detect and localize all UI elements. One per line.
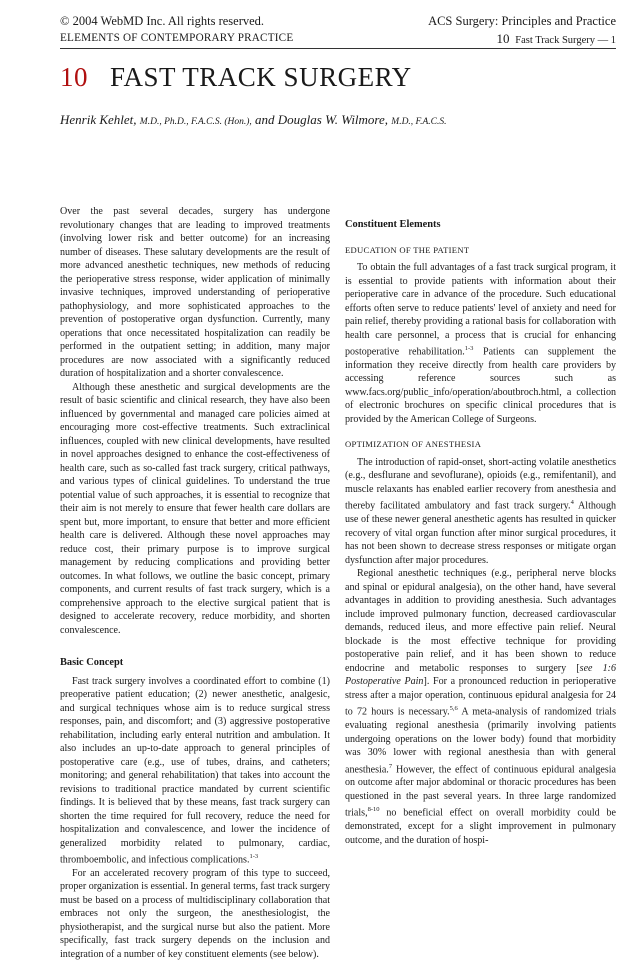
author-line [60,112,447,128]
text-run: Although use of these newer general anesthetic agents has resulted in quicker recovery of vital organ function after minor surgical procedures, it has not been shown to decrease stress responses or mitigate organ dysfunction after major procedures. [345,500,616,566]
reference-mark: 7 [388,762,393,770]
heading-constituent-elements: Constituent Elements [345,219,441,230]
reference-mark: 4 [570,499,574,507]
chapter-title-text: FAST TRACK SURGERY [110,62,412,92]
paragraph-regional-anesthesia [345,567,616,847]
heading-basic-concept: Basic Concept [60,657,124,668]
chapter-title [60,60,412,94]
paragraph-education [345,261,616,426]
body-column-left [60,205,330,961]
author-2-degrees: M.D., F.A.C.S. [391,117,447,127]
reference-mark: 1-3 [249,853,259,860]
running-head-chapter-number: 10 [496,31,510,46]
text-run: A meta-analysis of randomized trials evaluating regional anesthesia (primarily involving patients undergoing operations on the lower body) found that morbidity was 30% lower with regional anesthesia than with general anesthesia. [345,706,616,775]
author-2-name: Douglas W. Wilmore, [277,112,389,127]
chapter-number: 10 [60,62,88,92]
author-1-degrees: M.D., Ph.D., F.A.C.S. (Hon.), [139,117,252,127]
text-run: Regional anesthetic techniques (e.g., peripheral nerve blocks and spinal or epidural analgesia), on the other hand, have several advantages in addition to providing anesthesia. Such advantages include improved pulmonary function, decreased cardiovascular demands, reduced ileus, and more effective pain relief. Neural blockade is the most effective technique for providing postoperative pain relief, and it has been shown to reduce endocrine and metabolic responses to surgery [ [345,568,616,674]
text-run: The introduction of rapid-onset, short-acting volatile anesthetics (e.g., desflurane and sevoflurane), opioids (e.g., remifentanil), and muscle relaxants has enabled earlier recovery from anesthesia and thereby facilitated ambulatory and fast track surgery. [345,456,616,512]
text-run: Patients can supplement the information they receive directly from health care providers by accessing reference sources such as www.facs.org/public_info/operation/aboutbroch.html, a collection of electronic brochures on specific clinical procedures that is provided by the American College of Surgeons. [345,346,616,425]
copyright-notice: © 2004 WebMD Inc. All rights reserved. [60,14,265,28]
paragraph-anesthesia [345,456,616,567]
running-head [497,31,616,48]
text-run: ]. For a pronounced reduction in perioperative stress after a major operation, continuous epidural analgesia for 24 to 72 hours is necessary. [345,676,616,718]
author-and: and [255,112,275,127]
reference-mark: 8-10 [367,806,380,814]
author-1-name: Henrik Kehlet, [60,112,137,127]
cross-reference: see 1:6 Postoperative Pain [345,662,617,688]
paragraph-basic-concept [60,675,330,867]
running-head-text: Fast Track Surgery — 1 [515,35,616,46]
paragraph-intro: Over the past several decades, surgery has undergone revolutionary changes that are leading to improved treatments (involving lower risk and better outcome) for an increasing number of diseases. These salutary developments are the result of more advanced anesthetic techniques, new methods of reducing the perioperative stress response, wider application of minimally invasive techniques, improved understanding of perioperative pathophysiology, and more sophisticated approaches to the prevention of postoperative organ dysfunction. Currently, many operations that once necessitated hospitalization can readily be performed in the outpatient setting; in addition, many major procedures are now associated with a significantly reduced duration of hospitalization and a shorter convalescence. [60,206,330,379]
text-run: Fast track surgery involves a coordinated effort to combine (1) preoperative patient education; (2) newer anesthetic, analgesic, and surgical techniques whose aim is to reduce surgical stress responses, pain, and discomfort; and (3) aggressive postoperative rehabilitation, including early enteral nutrition and ambulation. It also includes an up-to-date approach to general principles of postoperative care (e.g., use of tubes, drains, and catheters; monitoring; and general rehabilitation) that takes into account the revisions to traditional practice mandated by current scientific findings. It is believed that by these means, fast track surgery can shorten the time required for full recovery, reduce the need for hospitalization and convalescence, and lower the incidence of generalized morbidity related to pulmonary, cardiac, thromboembolic, and infectious complications. [60,675,330,866]
header-rule [60,48,616,49]
text-run: However, the effect of continuous epidural analgesia on outcome after major abdominal or thoracic procedures has been questioned in the past several years. In three large randomized trials, [345,763,616,819]
paragraph-developments: Although these anesthetic and surgical developments are the result of basic scientific and clinical research, they have also been influenced by governmental and managed care policies aimed at encouraging more cost-effective treatments. Such extraclinical influences, coupled with new clinical developments, have resulted in novel approaches designed to enhance the cost-effectiveness of health care, such as so-called fast track surgery, critical pathways, and various types of clinical guidelines. To understand the true potential value of such approaches, it is essential to recognize that their aim is not merely to ensure that fewer health care dollars are spent but, more important, to ensure that better and more efficient health care is delivered. Although these novel approaches may reduce cost, their primary purpose is to improve surgical management by reducing complications and providing better outcomes. In what follows, we outline the basic concept, primary components, and current results of fast track surgery, which is a comprehensive approach to the elective surgical patient that is designed to accelerate recovery, reduce morbidity, and shorten convalescence. [60,381,330,636]
text-run: To obtain the full advantages of a fast track surgical program, it is essential to provide patients with information about their perioperative care in advance of the procedure. Such educational efforts often serve to reduce patients' level of anxiety and need for pain relief, thereby providing a rational basis for collaboration with health care personnel, a process that is crucial for enhancing postoperative rehabilitation. [345,262,616,358]
section-label: ELEMENTS OF CONTEMPORARY PRACTICE [60,32,294,44]
paragraph-organization: For an accelerated recovery program of this type to succeed, proper organization is essential. In general terms, fast track surgery must be based on a process of multidisciplinary collaboration that embraces not only the surgeon, the anesthesiologist, the physiotherapist, and the surgical nurse but also the patient. More specifically, fast track surgery depends on the inclusion and integration of a number of key constituent elements (see below). [60,867,330,960]
text-run: no beneficial effect on overall morbidity could be demonstrated, except for a slight improvement in pulmonary outcome, and the duration of hospi- [345,807,616,846]
reference-mark: 5,6 [449,705,458,713]
book-title: ACS Surgery: Principles and Practice [428,14,616,28]
heading-education: EDUCATION OF THE PATIENT [345,244,470,255]
body-column-right [345,205,616,847]
reference-mark: 1-3 [464,345,474,352]
heading-anesthesia: OPTIMIZATION OF ANESTHESIA [345,439,482,450]
